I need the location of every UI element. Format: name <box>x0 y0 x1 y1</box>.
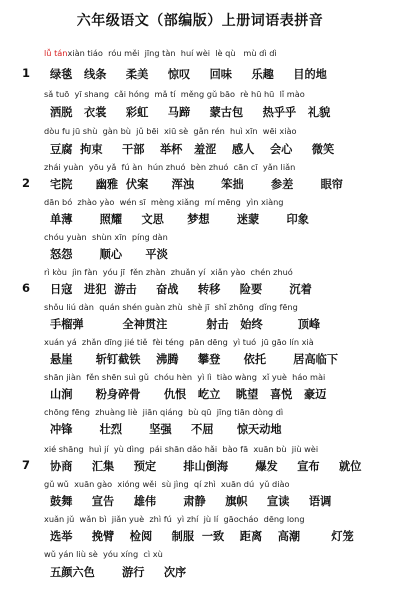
section-number: 6 <box>22 281 31 295</box>
word-row: 悬崖 斩钉截铁 沸腾 攀登 依托 居高临下 <box>50 353 339 366</box>
word-row: 协商 汇集 预定 排山倒海 爆发 宣布 就位 <box>50 460 362 473</box>
word-row: 选举 挽臂 检阅 制服 一致 距离 高潮 灯笼 <box>50 530 354 543</box>
word-row: 宅院 幽雅 伏案 浑浊 笨拙 参差 眼帘 <box>50 178 343 191</box>
section-number: 1 <box>22 66 31 80</box>
pinyin-row: xuǎn jǔ wǎn bì jiǎn yuè zhì fú yì zhí jù lí gāocháo dēng long <box>44 514 305 524</box>
pinyin-row: lǚ tánxiàn tiáo róu měi jīng tàn huí wèi lè qù mù dì dì <box>44 48 277 58</box>
pinyin-row: wǔ yán liù sè yóu xíng cì xù <box>44 549 163 559</box>
pinyin-row: gǔ wǔ xuān gào xióng wěi sù jìng qí zhì xuān dú yǔ diào <box>44 479 290 489</box>
word-row: 五颜六色 游行 次序 <box>50 566 187 579</box>
pinyin-row: shān jiàn fěn shēn suì gǔ chóu hèn yì lì tiào wàng xǐ yuè háo mài <box>44 372 326 382</box>
pinyin-row: zhái yuàn yōu yǎ fú àn hún zhuó bèn zhuó cān cī yǎn liǎn <box>44 162 296 172</box>
section-number: 7 <box>22 458 31 472</box>
pinyin-row: rì kòu jìn fàn yóu jī fěn zhàn zhuǎn yí xiǎn yào chén zhuó <box>44 267 293 277</box>
pinyin-row: dòu fu jū shù gàn bù jǔ bēi xiū sè gǎn rén huì xīn wēi xiào <box>44 126 297 136</box>
pinyin-row: dān bó zhào yào wén sī mèng xiǎng mí mēng yìn xiàng <box>44 197 284 207</box>
word-row: 洒脱 衣裳 彩虹 马蹄 蒙古包 热乎乎 礼貌 <box>50 106 331 119</box>
pinyin-row: chōng fēng zhuàng liè jiān qiáng bù qū jīng tiān dòng dì <box>44 407 284 417</box>
pinyin-row: xuán yá zhǎn dīng jié tiě fèi téng pān dēng yì tuó jū gāo lín xià <box>44 337 314 347</box>
word-row: 单薄 照耀 文思 梦想 迷蒙 印象 <box>50 213 309 226</box>
word-row: 手榴弹 全神贯注 射击 始终 顶峰 <box>50 318 321 331</box>
word-row: 豆腐 拘束 干部 举杯 羞涩 感人 会心 微笑 <box>50 143 335 156</box>
word-row: 绿毯 线条 柔美 惊叹 回味 乐趣 目的地 <box>50 68 327 81</box>
word-row: 冲锋 壮烈 坚强 不屈 惊天动地 <box>50 423 282 436</box>
pinyin-row: sǎ tuō yī shang cǎi hóng mǎ tí měng gǔ bāo rè hū hū lǐ mào <box>44 89 305 99</box>
page-title: 六年级语文（部编版）上册词语表拼音 <box>76 13 324 29</box>
word-row: 日寇 进犯 游击 奋战 转移 险要 沉着 <box>50 283 312 296</box>
pinyin-row: chóu yuàn shùn xīn píng dàn <box>44 232 168 242</box>
pinyin-row: xié shāng huì jí yù dìng pái shān dǎo hǎi bào fā xuān bù jiù wèi <box>44 444 319 454</box>
section-number: 2 <box>22 176 31 190</box>
word-row: 山涧 粉身碎骨 仇恨 屹立 眺望 喜悦 豪迈 <box>50 388 327 401</box>
pinyin-highlight: lǚ tán <box>44 48 68 58</box>
word-row: 怒怨 顺心 平淡 <box>50 248 168 261</box>
word-row: 鼓舞 宣告 雄伟 肃静 旗帜 宣读 语调 <box>50 495 332 508</box>
pinyin-row: shǒu liú dàn quán shén guàn zhù shè jī shǐ zhōng dǐng fēng <box>44 302 298 312</box>
